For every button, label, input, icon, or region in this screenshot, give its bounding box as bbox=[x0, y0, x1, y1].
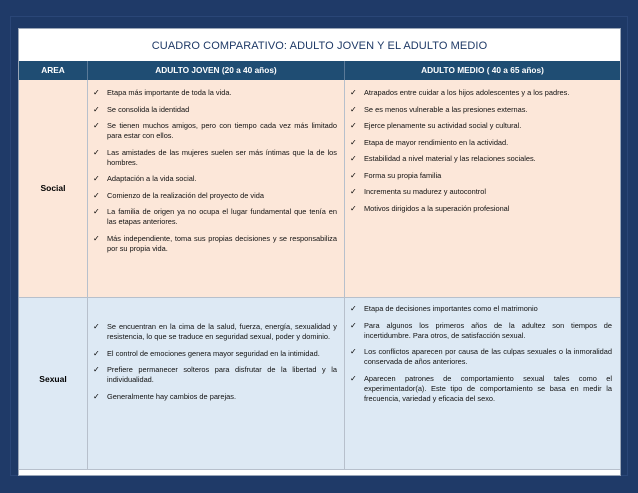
area-label-social: Social bbox=[40, 183, 66, 193]
check-icon: ✓ bbox=[93, 147, 100, 157]
list-item-text: El control de emociones genera mayor seguridad en la intimidad. bbox=[107, 348, 320, 358]
list-item bbox=[93, 105, 337, 115]
check-icon: ✓ bbox=[350, 347, 357, 356]
social-medio-list bbox=[350, 88, 612, 220]
page-title: CUADRO COMPARATIVO: ADULTO JOVEN Y EL ADULTO MEDIO bbox=[151, 40, 488, 52]
list-item bbox=[350, 138, 612, 148]
list-item bbox=[93, 207, 337, 227]
area-label-sexual: Sexual bbox=[39, 374, 67, 384]
comparison-sheet bbox=[18, 28, 621, 476]
list-item bbox=[93, 234, 337, 254]
check-icon: ✓ bbox=[93, 174, 100, 183]
list-item-text: Se tienen muchos amigos, pero con tiempo cada vez más limitado para estar con ellos. bbox=[107, 121, 337, 140]
list-item-text: Etapa más importante de toda la vida. bbox=[107, 88, 232, 97]
list-item-text: Se consolida la identidad bbox=[107, 104, 190, 114]
column-divider bbox=[344, 80, 345, 469]
check-icon: ✓ bbox=[93, 391, 100, 401]
check-icon: ✓ bbox=[93, 233, 100, 243]
check-icon: ✓ bbox=[350, 154, 357, 163]
list-item-text: Comienzo de la realización del proyecto de vida bbox=[107, 190, 264, 200]
list-item bbox=[93, 191, 337, 201]
list-item-text: Atrapados entre cuidar a los hijos adolescentes y a los padres. bbox=[364, 88, 570, 97]
list-item-text: Generalmente hay cambios de parejas. bbox=[107, 391, 236, 401]
check-icon: ✓ bbox=[93, 207, 100, 216]
header-area: AREA bbox=[19, 61, 87, 80]
check-icon: ✓ bbox=[93, 121, 100, 130]
list-item-text: Forma su propia familia bbox=[364, 170, 442, 180]
list-item-text: Incrementa su madurez y autocontrol bbox=[364, 187, 487, 196]
check-icon: ✓ bbox=[350, 304, 357, 313]
list-item bbox=[93, 121, 337, 141]
list-item-text: Adaptación a la vida social. bbox=[107, 174, 197, 183]
list-item bbox=[350, 187, 612, 197]
list-item bbox=[93, 322, 337, 342]
check-icon: ✓ bbox=[350, 373, 357, 383]
check-icon: ✓ bbox=[93, 104, 100, 114]
list-item bbox=[93, 148, 337, 168]
list-item bbox=[350, 171, 612, 181]
check-icon: ✓ bbox=[350, 187, 357, 196]
row-social bbox=[19, 80, 620, 297]
check-icon: ✓ bbox=[350, 104, 357, 114]
row-divider bbox=[19, 469, 620, 470]
list-item bbox=[350, 304, 612, 314]
list-item-text: La familia de origen ya no ocupa el lugar fundamental que tenía en las etapas anteriores. bbox=[107, 207, 337, 226]
social-joven-list bbox=[93, 88, 337, 260]
list-item bbox=[93, 365, 337, 385]
list-item-text: Motivos dirigidos a la superación profesional bbox=[364, 203, 510, 213]
list-item bbox=[350, 321, 612, 341]
check-icon: ✓ bbox=[350, 137, 357, 147]
list-item bbox=[350, 88, 612, 98]
row-divider bbox=[19, 297, 620, 298]
header-adulto-joven: ADULTO JOVEN (20 a 40 años) bbox=[87, 61, 344, 80]
list-item bbox=[350, 121, 612, 131]
list-item-text: Los conflictos aparecen por causa de las culpas sexuales o la inmoralidad conservada de años anteriores. bbox=[364, 347, 612, 366]
check-icon: ✓ bbox=[350, 88, 357, 97]
list-item-text: Las amistades de las mujeres suelen ser más íntimas que la de los hombres. bbox=[107, 147, 337, 167]
sexual-joven-list bbox=[93, 322, 337, 408]
list-item bbox=[93, 174, 337, 184]
list-item-text: Se encuentran en la cima de la salud, fuerza, energía, sexualidad y resistencia, lo que se traduce en seguridad sexual, poder y dominio. bbox=[107, 322, 337, 341]
header-adulto-medio: ADULTO MEDIO ( 40 a 65 años) bbox=[344, 61, 620, 80]
column-divider bbox=[87, 80, 88, 469]
list-item bbox=[93, 349, 337, 359]
list-item bbox=[350, 154, 612, 164]
list-item-text: Prefiere permanecer solteros para disfrutar de la libertad y la individualidad. bbox=[107, 365, 337, 384]
list-item bbox=[350, 105, 612, 115]
sexual-medio-list bbox=[350, 304, 612, 410]
check-icon: ✓ bbox=[93, 348, 100, 358]
list-item-text: Etapa de mayor rendimiento en la actividad. bbox=[364, 137, 509, 147]
list-item-text: Se es menos vulnerable a las presiones externas. bbox=[364, 104, 528, 114]
check-icon: ✓ bbox=[93, 88, 100, 97]
check-icon: ✓ bbox=[93, 190, 100, 200]
list-item-text: Etapa de decisiones importantes como el matrimonio bbox=[364, 304, 538, 313]
list-item bbox=[93, 88, 337, 98]
list-item bbox=[350, 347, 612, 367]
list-item bbox=[350, 204, 612, 214]
list-item-text: Más independiente, toma sus propias decisiones y se responsabiliza por su propia vida. bbox=[107, 233, 337, 253]
check-icon: ✓ bbox=[350, 203, 357, 213]
check-icon: ✓ bbox=[93, 322, 100, 331]
list-item bbox=[350, 374, 612, 404]
row-sexual bbox=[19, 297, 620, 469]
check-icon: ✓ bbox=[350, 170, 357, 180]
list-item-text: Ejerce plenamente su actividad social y cultural. bbox=[364, 121, 522, 130]
check-icon: ✓ bbox=[350, 121, 357, 130]
list-item-text: Aparecen patrones de comportamiento sexual tales como el experimentador(a). Este tipo de comportamiento se basa en medir la frecuencia, variedad y eficacia del sexo. bbox=[364, 373, 612, 403]
list-item-text: Estabilidad a nivel material y las relaciones sociales. bbox=[364, 154, 536, 163]
list-item-text: Para algunos los primeros años de la adultez son tiempos de incertidumbre. Para otros, de satisfacción sexual. bbox=[364, 320, 612, 340]
check-icon: ✓ bbox=[93, 365, 100, 374]
list-item bbox=[93, 392, 337, 402]
check-icon: ✓ bbox=[350, 320, 357, 330]
